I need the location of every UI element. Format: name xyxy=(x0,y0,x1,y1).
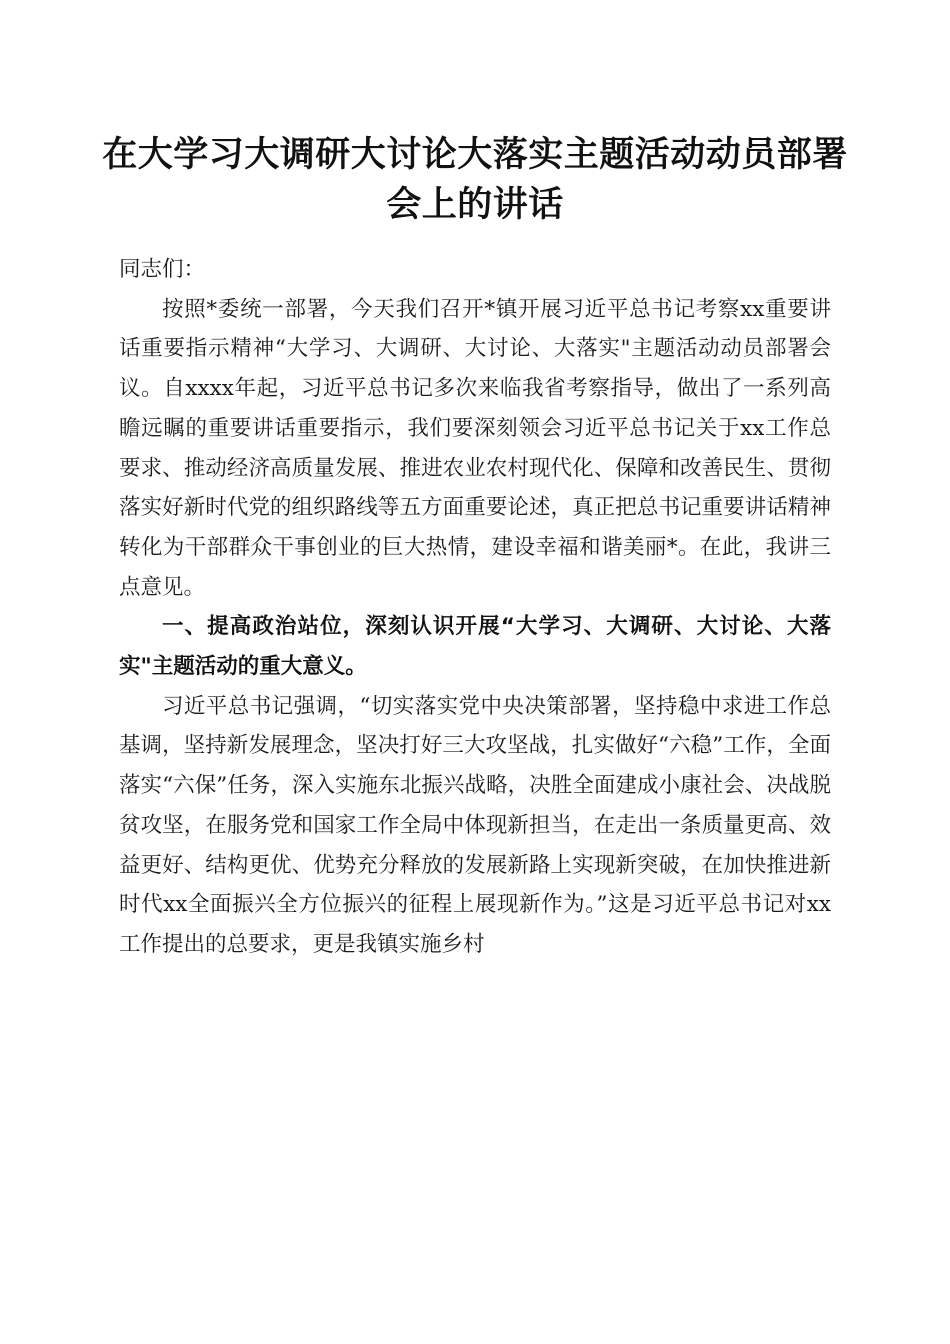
section-paragraph: 习近平总书记强调，“切实落实党中央决策部署，坚持稳中求进工作总基调，坚持新发展理念，坚决打好三大攻坚战，扎实做好“六稳”工作，全面落实“六保”任务，深入实施东北振兴战略，决胜全面建成小康社会、决战脱贫攻坚，在服务党和国家工作全局中体现新担当，在走出一条质量更高、效益更好、结构更优、优势充分释放的发展新路上实现新突破，在加快推进新时代xx全面振兴全方位振兴的征程上展现新作为。”这是习近平总书记对xx工作提出的总要求，更是我镇实施乡村 xyxy=(119,693,831,957)
intro-paragraph: 按照*委统一部署，今天我们召开*镇开展习近平总书记考察xx重要讲话重要指示精神“大学习、大调研、大讨论、大落实"主题活动动员部署会议。自xxxx年起，习近平总书记多次来临我省考察指导，做出了一系列高瞻远瞩的重要讲话重要指示，我们要深刻领会习近平总书记关于xx工作总要求、推动经济高质量发展、推进农业农村现代化、保障和改善民生、贯彻落实好新时代党的组织路线等五方面重要论述，真正把总书记重要讲话精神转化为干部群众干事创业的巨大热情，建设幸福和谐美丽*。在此，我讲三点意见。 xyxy=(119,296,831,600)
section-heading: 一、提高政治站位，深刻认识开展“大学习、大调研、大讨论、大落实"主题活动的重大意义。 xyxy=(119,614,831,680)
salutation: 同志们： xyxy=(119,257,206,282)
document-body xyxy=(119,250,831,965)
document-title: 在大学习大调研大讨论大落实主题活动动员部署会上的讲话 xyxy=(102,134,848,225)
